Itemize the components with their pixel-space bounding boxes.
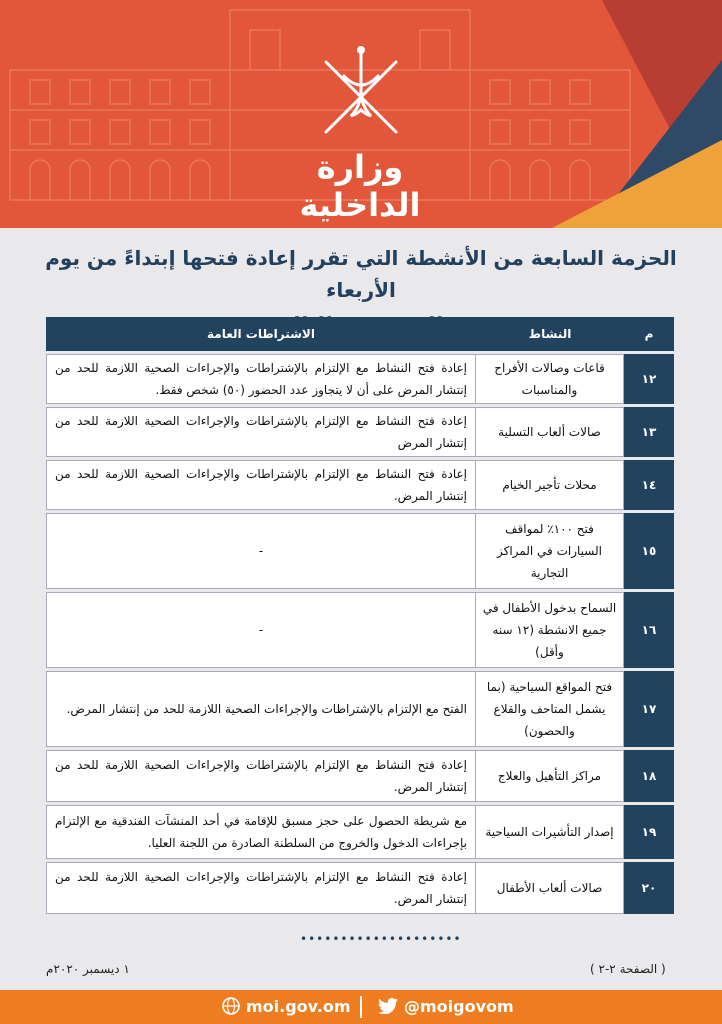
row-number: ١٤ <box>624 460 674 510</box>
row-activity: صالات ألعاب التسلية <box>476 407 624 457</box>
row-conditions: مع شريطة الحصول على حجز مسبق للإقامة في أحد المنشآت الفندقية مع الإلتزام بإجراءات الدخول والخروج من السلطنة الصادرة من اللجنة العليا. <box>46 805 476 859</box>
website-text: moi.gov.om <box>246 997 351 1016</box>
row-activity: صالات ألعاب الأطفال <box>476 862 624 914</box>
contact-divider <box>360 996 362 1018</box>
row-conditions: الفتح مع الإلتزام بالإشتراطات والإجراءات الصحية اللازمة للحد من إنتشار المرض. <box>46 671 476 747</box>
footer-date: ١ ديسمبر ٢٠٢٠م <box>46 962 130 976</box>
row-conditions: إعادة فتح النشاط مع الإلتزام بالإشتراطات والإجراءات الصحية اللازمة للحد من إنتشار المرض. <box>46 750 476 802</box>
row-activity: إصدار التأشيرات السياحية <box>476 805 624 859</box>
oman-emblem-icon <box>318 42 404 142</box>
row-number: ١٦ <box>624 592 674 668</box>
table-row <box>46 671 674 747</box>
twitter-bird-icon <box>378 998 398 1014</box>
row-conditions: إعادة فتح النشاط مع الإلتزام بالإشتراطات والإجراءات الصحية اللازمة للحد من إنتشار المرض على أن لا يتجاوز عدد الحضور (٥٠) شخص فقط. <box>46 354 476 404</box>
table-row <box>46 750 674 802</box>
table-row <box>46 805 674 859</box>
contact-bar <box>0 990 722 1024</box>
header-conditions: الاشتراطات العامة <box>46 317 476 351</box>
row-conditions: - <box>46 513 476 589</box>
row-conditions: إعادة فتح النشاط مع الإلتزام بالإشتراطات والإجراءات الصحية اللازمة للحد من إنتشار المرض <box>46 407 476 457</box>
table-header-row <box>46 317 674 351</box>
table-row <box>46 407 674 457</box>
header-num: م <box>624 317 674 351</box>
activities-table <box>46 314 674 917</box>
corner-triangle-amber <box>462 0 722 228</box>
row-conditions: إعادة فتح النشاط مع الإلتزام بالإشتراطات والإجراءات الصحية اللازمة للحد من إنتشار المرض. <box>46 460 476 510</box>
row-activity: محلات تأجير الخيام <box>476 460 624 510</box>
table-row <box>46 592 674 668</box>
row-activity: فتح ١٠٠٪ لمواقف السيارات في المراكز التجارية <box>476 513 624 589</box>
row-number: ١٢ <box>624 354 674 404</box>
row-activity: قاعات وصالات الأفراح والمناسبات <box>476 354 624 404</box>
row-number: ١٨ <box>624 750 674 802</box>
row-activity: مراكز التأهيل والعلاج <box>476 750 624 802</box>
row-conditions: - <box>46 592 476 668</box>
table-row <box>46 862 674 914</box>
globe-icon <box>222 997 240 1015</box>
twitter-handle: @moigovom <box>404 997 514 1016</box>
page-indicator: ( الصفحة ٢-٢ ) <box>590 962 666 976</box>
row-number: ١٩ <box>624 805 674 859</box>
row-activity: فتح المواقع السياحية (بما يشمل المتاحف والقلاع والحصون) <box>476 671 624 747</box>
table-row <box>46 460 674 510</box>
separator-dots: •••••••••••••••••••• <box>300 932 462 946</box>
row-number: ١٧ <box>624 671 674 747</box>
row-number: ١٣ <box>624 407 674 457</box>
row-number: ٢٠ <box>624 862 674 914</box>
row-number: ١٥ <box>624 513 674 589</box>
twitter-link[interactable] <box>378 990 514 1024</box>
header-banner <box>0 0 722 228</box>
header-activity: النشاط <box>476 317 624 351</box>
table-row <box>46 354 674 404</box>
ministry-name: وزارة الداخلية <box>299 148 421 224</box>
title-line-1: الحزمة السابعة من الأنشطة التي تقرر إعادة فتحها إبتداءً من يوم الأربعاء <box>45 246 677 302</box>
row-activity: السماح بدخول الأطفال في جميع الانشطة (١٢ سنه وأقل) <box>476 592 624 668</box>
table-row <box>46 513 674 589</box>
row-conditions: إعادة فتح النشاط مع الإلتزام بالإشتراطات والإجراءات الصحية اللازمة للحد من إنتشار المرض. <box>46 862 476 914</box>
website-link[interactable] <box>222 990 351 1024</box>
